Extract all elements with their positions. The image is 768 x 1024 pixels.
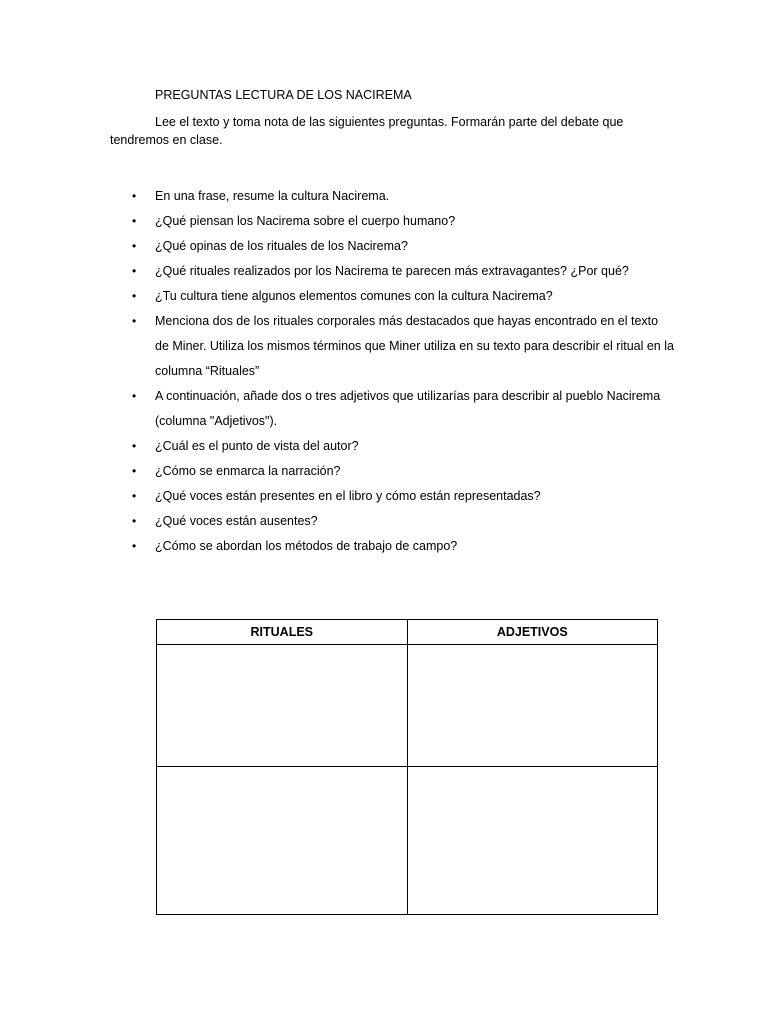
bullet-icon: • <box>132 314 137 328</box>
question-item <box>132 384 675 434</box>
question-text: ¿Qué rituales realizados por los Nacirema te parecen más extravagantes? ¿Por qué? <box>155 264 629 278</box>
bullet-icon: • <box>132 464 137 478</box>
question-text: ¿Tu cultura tiene algunos elementos comunes con la cultura Nacirema? <box>155 289 553 303</box>
bullet-icon: • <box>132 489 137 503</box>
question-item <box>132 234 675 259</box>
question-item <box>132 434 675 459</box>
question-item <box>132 184 675 209</box>
bullet-icon: • <box>132 514 137 528</box>
question-text: ¿Cuál es el punto de vista del autor? <box>155 439 359 453</box>
bullet-icon: • <box>132 214 137 228</box>
bullet-icon: • <box>132 239 137 253</box>
table-row <box>157 767 658 915</box>
intro-paragraph: Lee el texto y toma nota de las siguientes preguntas. Formarán parte del debate que tendremos en clase. <box>110 115 624 147</box>
document-title: PREGUNTAS LECTURA DE LOS NACIREMA <box>155 88 412 102</box>
table-row <box>157 645 658 767</box>
column-header-adjetivos: ADJETIVOS <box>407 620 658 645</box>
table-cell-ritual[interactable] <box>157 645 408 767</box>
question-text: En una frase, resume la cultura Nacirema. <box>155 189 390 203</box>
bullet-icon: • <box>132 189 137 203</box>
question-text: ¿Qué piensan los Nacirema sobre el cuerpo humano? <box>155 214 456 228</box>
bullet-icon: • <box>132 289 137 303</box>
question-item <box>132 459 675 484</box>
question-text: ¿Qué voces están presentes en el libro y cómo están representadas? <box>155 489 541 503</box>
table-header-row <box>157 620 658 645</box>
bullet-icon: • <box>132 439 137 453</box>
question-item <box>132 509 675 534</box>
table-cell-ritual[interactable] <box>157 767 408 915</box>
question-item <box>132 309 675 384</box>
question-text: ¿Cómo se enmarca la narración? <box>155 464 341 478</box>
table-cell-adjective[interactable] <box>407 645 658 767</box>
bullet-icon: • <box>132 389 137 403</box>
question-item <box>132 484 675 509</box>
bullet-icon: • <box>132 264 137 278</box>
question-item <box>132 534 675 559</box>
question-text: ¿Qué voces están ausentes? <box>155 514 318 528</box>
rituals-adjectives-table <box>156 619 658 915</box>
bullet-icon: • <box>132 539 137 553</box>
column-header-rituales: RITUALES <box>157 620 408 645</box>
question-text: ¿Qué opinas de los rituales de los Nacirema? <box>155 239 408 253</box>
question-text: ¿Cómo se abordan los métodos de trabajo de campo? <box>155 539 458 553</box>
table-cell-adjective[interactable] <box>407 767 658 915</box>
question-item <box>132 284 675 309</box>
question-item <box>132 209 675 234</box>
questions-list <box>132 184 675 559</box>
question-item <box>132 259 675 284</box>
question-text: A continuación, añade dos o tres adjetivos que utilizarías para describir al pueblo Nacirema (columna "Adjetivos"). <box>155 389 661 428</box>
question-text: Menciona dos de los rituales corporales más destacados que hayas encontrado en el texto de Miner. Utiliza los mismos términos que Miner utiliza en su texto para describir el ritual en la columna “Rituales” <box>155 314 674 378</box>
